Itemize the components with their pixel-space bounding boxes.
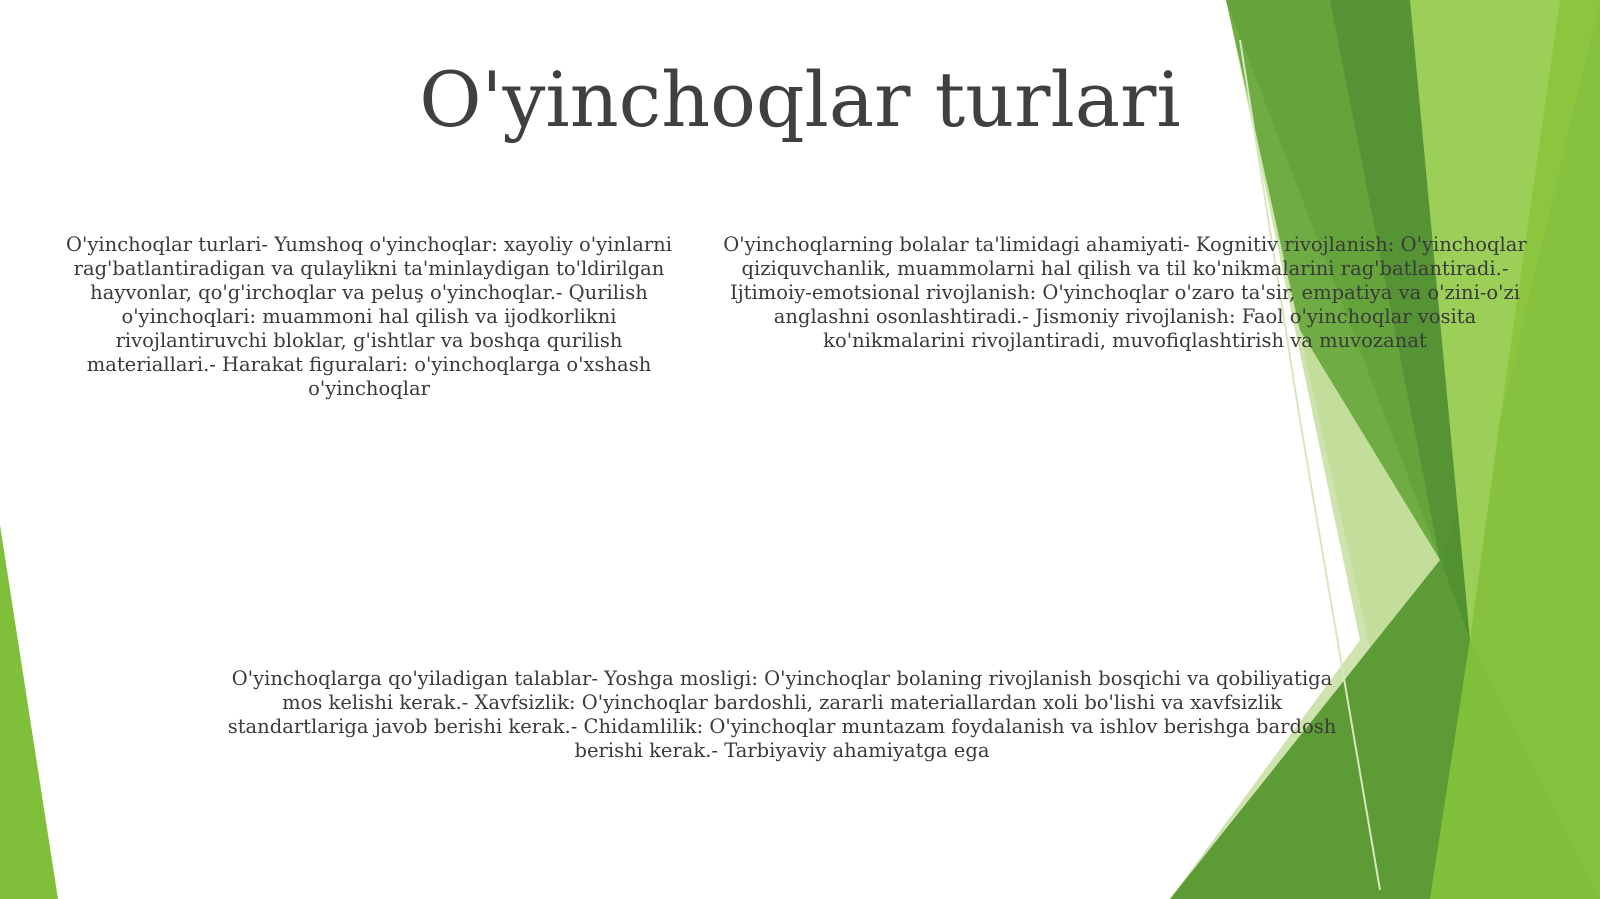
text-block-toy-requirements: O'yinchoqlarga qo'yiladigan talablar- Yoshga mosligi: O'yinchoqlar bolaning rivojlanish bosqichi va qobiliyatiga mos kelishi kerak.- Xavfsizlik: O'yinchoqlar bardoshli, zararli materiallardan xoli bo'lishi va xavfsizlik standartlariga javob berishi kerak.- Chidamlilik: O'yinchoqlar muntazam foydalanish va ishlov berishga bardosh berishi kerak.- Tarbiyaviy ahamiyatga ega [227, 667, 1337, 762]
text-block-toy-importance: O'yinchoqlarning bolalar ta'limidagi ahamiyati- Kognitiv rivojlanish: O'yinchoqlar qiziquvchanlik, muammolarni hal qilish va til ko'nikmalarini rag'batlantiradi.- Ijtimoiy-emotsional rivojlanish: O'yinchoqlar o'zaro ta'sir, empatiya va o'zini-o'zi anglashni osonlashtiradi.- Jismoniy rivojlanish: Faol o'yinchoqlar vosita ko'nikmalarini rivojlantiradi, muvofiqlashtirish va muvozanat [723, 233, 1527, 352]
text-block-toy-types: O'yinchoqlar turlari- Yumshoq o'yinchoqlar: xayoliy o'yinlarni rag'batlantiradigan va qulaylikni ta'minlaydigan to'ldirilgan hayvonlar, qo'g'irchoqlar va peluş o'yinchoqlar.- Qurilish o'yinchoqlari: muammoni hal qilish va ijodkorlikni rivojlantiruvchi bloklar, g'ishtlar va boshqa qurilish materiallari.- Harakat figuralari: o'yinchoqlarga o'xshash o'yinchoqlar [66, 233, 672, 400]
slide-title: O'yinchoqlar turlari [419, 55, 1181, 144]
